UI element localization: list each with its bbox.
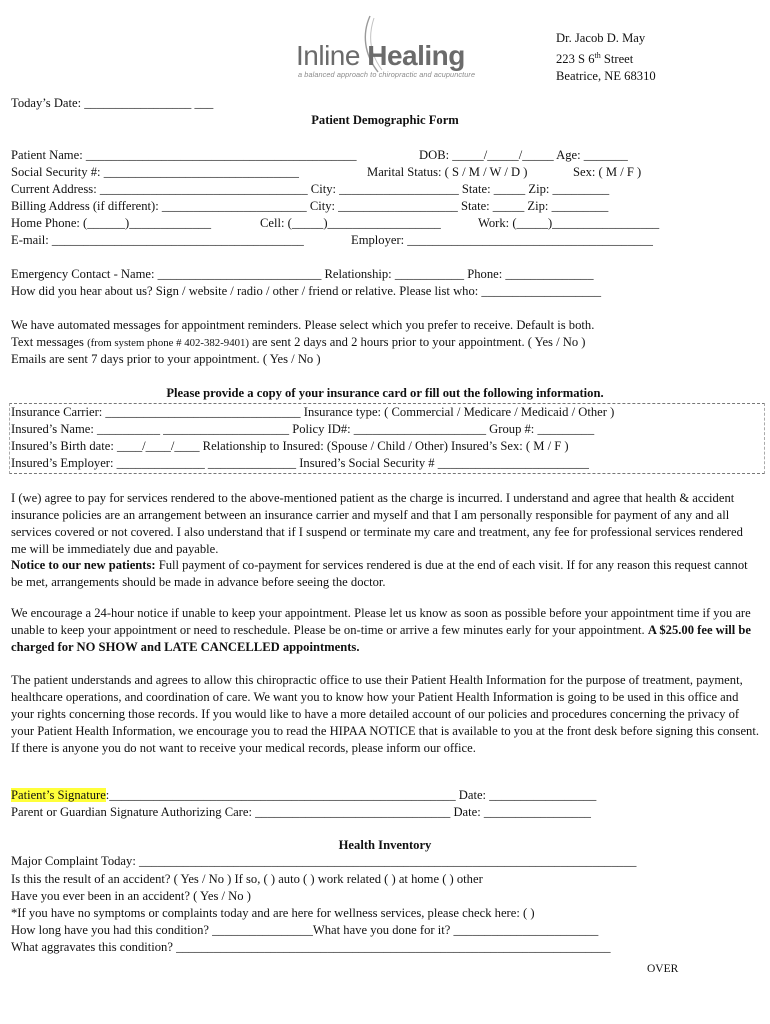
work-phone-field[interactable]: Work: (_____)_________________ (478, 216, 660, 230)
insurance-heading: Please provide a copy of your insurance card or fill out the following information. (166, 386, 604, 400)
doctor-name: Dr. Jacob D. May (556, 31, 646, 45)
email-reminder-option[interactable]: Emails are sent 7 days prior to your appointment. ( Yes / No ) (11, 352, 321, 366)
logo-wordmark: Inline Healing (296, 40, 465, 71)
patient-name-field[interactable]: Patient Name: ___________________________________________ (11, 148, 357, 162)
form-title: Patient Demographic Form (311, 113, 459, 127)
payment-agreement: I (we) agree to pay for services rendered to the above-mentioned patient as the charge is incurred. I understand and agree that health & accident insurance policies are an arrangement between an insurance carrier and myself and that I am personally responsible for payment of any and all services covered or not covered. I also understand that if I suspend or terminate my care and treatment, any fee for professional services rendered me will be immediately due and payable. (11, 491, 743, 556)
reminders-intro: We have automated messages for appointment reminders. Please select which you prefer to receive. Default is both. (11, 318, 595, 332)
over-label: OVER (647, 963, 679, 975)
insured-birthdate-field[interactable]: Insured’s Birth date: ____/____/____ Relationship to Insured: (Spouse / Child / Other) Insured’s Sex: ( M / F ) (11, 439, 569, 453)
guardian-signature-field[interactable]: Parent or Guardian Signature Authorizing Care: _______________________________ Date: _________________ (11, 805, 591, 819)
patient-signature-field[interactable]: Patient’s Signature:_______________________________________________________ Date: _________________ (11, 788, 597, 802)
dob-age-field[interactable]: DOB: _____/_____/_____ Age: _______ (419, 148, 628, 162)
clinic-logo (292, 14, 482, 84)
insured-name-field[interactable]: Insured’s Name: __________ ____________________ Policy ID#: _____________________ Group #: _________ (11, 422, 595, 436)
health-inventory-title: Health Inventory (338, 838, 432, 852)
logo-tagline: a balanced approach to chiropractic and acupuncture (298, 70, 476, 79)
emergency-contact-field[interactable]: Emergency Contact - Name: __________________________ Relationship: ___________ Phone: ______________ (11, 267, 594, 281)
cell-phone-field[interactable]: Cell: (_____)__________________ (260, 216, 441, 230)
wellness-checkbox[interactable]: *If you have no symptoms or complaints today and are here for wellness services, please check here: ( ) (11, 906, 535, 920)
accident-question[interactable]: Is this the result of an accident? ( Yes / No ) If so, ( ) auto ( ) work related ( ) at home ( ) other (11, 872, 483, 886)
city-state-zip: Beatrice, NE 68310 (556, 69, 656, 84)
todays-date-field[interactable]: Today’s Date: _________________ ___ (11, 96, 214, 110)
email-field[interactable]: E-mail: ________________________________________ (11, 233, 304, 247)
ssn-field[interactable]: Social Security #: _______________________________ (11, 165, 299, 179)
billing-address-field[interactable]: Billing Address (if different): _______________________ City: ___________________ State: _____ Zip: _________ (11, 199, 609, 213)
major-complaint-field[interactable]: Major Complaint Today: _______________________________________________________________________________ (11, 854, 637, 868)
condition-aggravates-field[interactable]: What aggravates this condition? _____________________________________________________________________ (11, 940, 611, 954)
prior-accident-question[interactable]: Have you ever been in an accident? ( Yes / No ) (11, 889, 251, 903)
clinic-address (556, 30, 656, 85)
sex-field[interactable]: Sex: ( M / F ) (573, 165, 642, 179)
hipaa-consent: The patient understands and agrees to allow this chiropractic office to use their Patient Health Information for the purpose of treatment, payment, healthcare operations, and coordination of care. We want you to know how your Patient Health Information is going to be used in this office and your rights concerning those records. If you would like to have a more detailed account of our policies and procedures concerning the privacy of your Patient Health Information, we encourage you to read the HIPAA NOTICE that is available to you at the front desk before signing this consent. If there is anyone you do not want to receive your medical records, please inform our office. (11, 673, 759, 755)
home-phone-field[interactable]: Home Phone: (______)_____________ (11, 216, 212, 230)
referral-source-field[interactable]: How did you hear about us? Sign / website / radio / other / friend or relative. Please list who: ___________________ (11, 284, 602, 298)
insurance-carrier-field[interactable]: Insurance Carrier: _______________________________ Insurance type: ( Commercial / Medicare / Medicaid / Other ) (11, 405, 615, 419)
employer-field[interactable]: Employer: _______________________________________ (351, 233, 653, 247)
condition-duration-field[interactable]: How long have you had this condition? ________________What have you done for it? _______________________ (11, 923, 599, 937)
insured-employer-field[interactable]: Insured’s Employer: ______________ ______________ Insured’s Social Security # ________________________ (11, 456, 589, 470)
street-address: 223 S 6th Street (556, 51, 634, 67)
cancellation-policy: We encourage a 24-hour notice if unable to keep your appointment. Please let us know as soon as possible before your appointment time if you are unable to keep your appointment or need to reschedule. Please be on-time or arrive a few minutes early for your appointment. A $25.00 fee will be charged for NO SHOW and LATE CANCELLED appointments. (11, 606, 752, 654)
current-address-field[interactable]: Current Address: _________________________________ City: ___________________ State: _____ Zip: _________ (11, 182, 610, 196)
patient-signature-label: Patient’s Signature (11, 788, 106, 802)
text-reminder-option[interactable]: Text messages (from system phone # 402-382-9401) are sent 2 days and 2 hours prior to your appointment. ( Yes / No ) (11, 335, 586, 349)
new-patient-notice: Notice to our new patients: Full payment of co-payment for services rendered is due at the end of each visit. If for any reason this request cannot be met, arrangements should be made in advance before seeing the doctor. (11, 558, 748, 589)
marital-status-field[interactable]: Marital Status: ( S / M / W / D ) (367, 165, 528, 179)
